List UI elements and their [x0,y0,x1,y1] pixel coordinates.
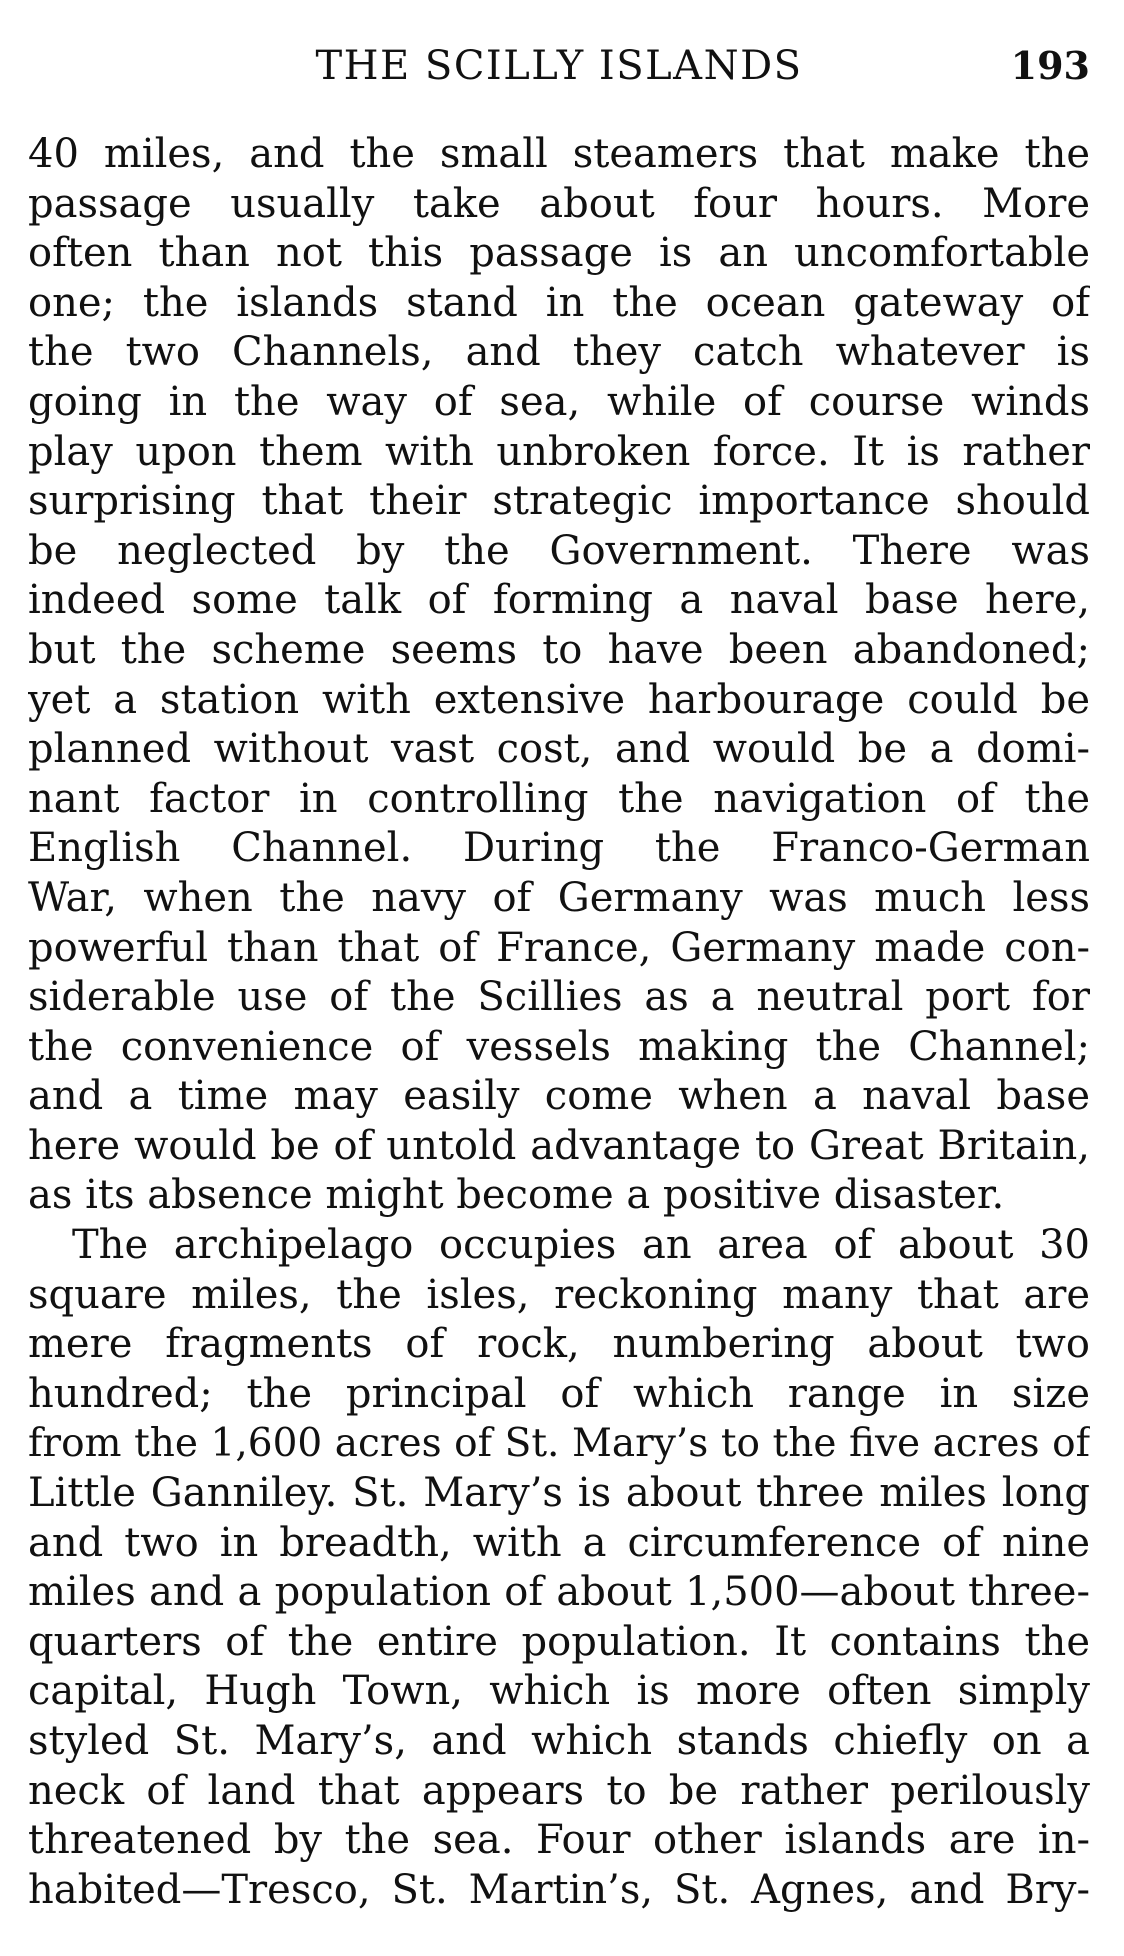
text-line: miles and a population of about 1,500—about three- [28,1569,1090,1616]
text-line: English Channel. During the Franco-German [28,825,1090,872]
text-line: surprising that their strategic importance should [28,478,1090,525]
text-line: powerful than that of France, Germany made con- [28,924,1090,971]
text-line: often than not this passage is an uncomfortable [28,230,1090,277]
text-line: from the 1,600 acres of St. Mary’s to the five acres of [28,1421,1090,1467]
text-line: be neglected by the Government. There was [28,527,1090,574]
text-line: The archipelago occupies an area of about 30 [72,1222,1090,1269]
text-line: 40 miles, and the small steamers that make the [28,131,1090,177]
text-line: passage usually take about four hours. More [28,180,1090,227]
text-line: quarters of the entire population. It contains the [28,1618,1090,1665]
text-line: yet a station with extensive harbourage could be [28,676,1090,723]
text-line: square miles, the isles, reckoning many that are [28,1271,1090,1318]
running-title: THE SCILLY ISLANDS [315,43,803,89]
text-line: hundred; the principal of which range in size [28,1370,1090,1417]
text-line: indeed some talk of forming a naval base here, [28,577,1090,624]
page-number: 193 [1010,43,1090,88]
text-line: play upon them with unbroken force. It is rather [28,428,1090,475]
text-line: neck of land that appears to be rather perilously [28,1767,1090,1814]
text-line: and a time may easily come when a naval base [28,1073,1090,1120]
text-line: planned without vast cost, and would be a domi- [28,726,1090,773]
text-line: going in the way of sea, while of course winds [28,378,1090,425]
text-line: siderable use of the Scillies as a neutral port for [28,974,1090,1021]
text-line: one; the islands stand in the ocean gateway of [28,279,1090,326]
text-line: but the scheme seems to have been abandoned; [28,626,1090,673]
text-line: Little Ganniley. St. Mary’s is about three miles long [28,1470,1090,1517]
text-line: habited—Tresco, St. Martin’s, St. Agnes, and Bry- [28,1866,1090,1913]
text-line: mere fragments of rock, numbering about two [28,1321,1090,1368]
text-line: the two Channels, and they catch whatever is [28,329,1090,376]
body-text [28,130,1090,1915]
text-line: the convenience of vessels making the Channel; [28,1023,1090,1070]
text-line: styled St. Mary’s, and which stands chiefly on a [28,1718,1090,1764]
text-line: capital, Hugh Town, which is more often simply [28,1668,1090,1715]
text-line: and two in breadth, with a circumference of nine [28,1519,1090,1566]
running-head [28,38,1090,94]
text-line: here would be of untold advantage to Great Britain, [28,1122,1090,1169]
text-line: as its absence might become a positive disaster. [28,1172,1005,1219]
text-line: nant factor in controlling the navigation of the [28,775,1090,822]
text-line: threatened by the sea. Four other islands are in- [28,1817,1090,1864]
text-line: War, when the navy of Germany was much less [28,874,1090,921]
